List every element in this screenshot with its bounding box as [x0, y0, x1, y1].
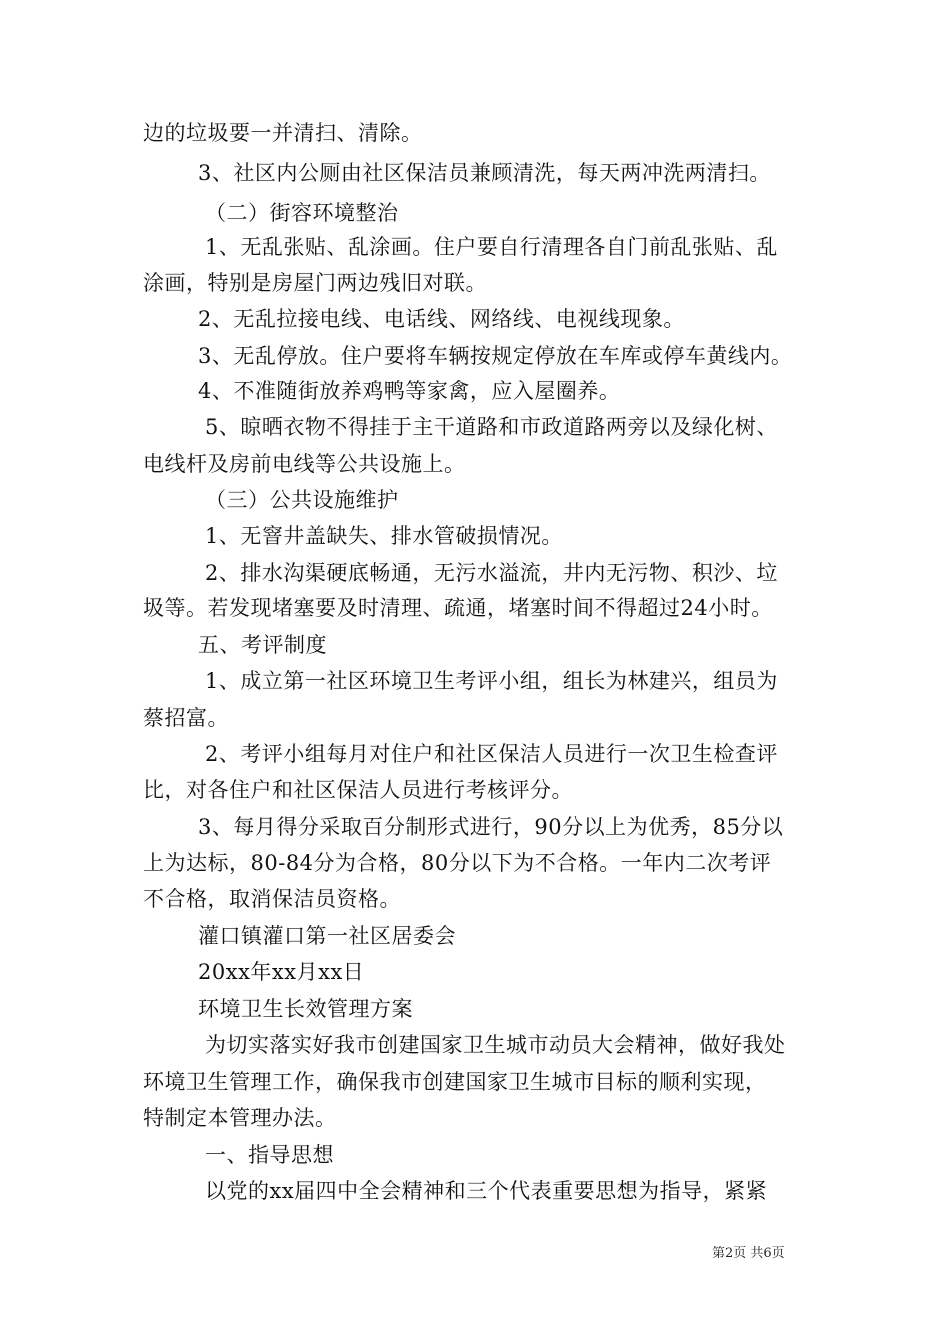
text-line: 4、不准随街放养鸡鸭等家禽，应入屋圈养。: [198, 379, 621, 403]
document-title: 环境卫生长效管理方案: [198, 997, 413, 1021]
text-line: 1、成立第一社区环境卫生考评小组，组长为林建兴，组员为: [205, 669, 778, 693]
signature-date: 20xx年xx月xx日: [198, 960, 365, 984]
text-line: 上为达标，80-84分为合格，80分以下为不合格。一年内二次考评: [143, 851, 772, 875]
text-line: 涂画，特别是房屋门两边残旧对联。: [143, 271, 487, 295]
text-line: 5、晾晒衣物不得挂于主干道路和市政道路两旁以及绿化树、: [205, 415, 778, 439]
page-number-footer: 第2页 共6页: [712, 1246, 785, 1261]
text-line: 电线杆及房前电线等公共设施上。: [143, 452, 466, 476]
text-line: 不合格，取消保洁员资格。: [143, 887, 401, 911]
text-line: 以党的xx届四中全会精神和三个代表重要思想为指导，紧紧: [205, 1179, 768, 1203]
section-heading: （二）街容环境整治: [205, 201, 399, 225]
text-line: 3、社区内公厕由社区保洁员兼顾清洗，每天两冲洗两清扫。: [198, 161, 771, 185]
text-line: 1、无乱张贴、乱涂画。住户要自行清理各自门前乱张贴、乱: [205, 235, 778, 259]
text-line: 为切实落实好我市创建国家卫生城市动员大会精神，做好我处: [205, 1033, 786, 1057]
text-line: 2、排水沟渠硬底畅通，无污水溢流，井内无污物、积沙、垃: [205, 561, 778, 585]
text-line: 圾等。若发现堵塞要及时清理、疏通，堵塞时间不得超过24小时。: [143, 596, 773, 620]
text-line: 1、无窨井盖缺失、排水管破损情况。: [205, 524, 563, 548]
text-line: 蔡招富。: [143, 706, 229, 730]
text-line: 环境卫生管理工作，确保我市创建国家卫生城市目标的顺利实现，: [143, 1070, 767, 1094]
text-line: 3、无乱停放。住户要将车辆按规定停放在车库或停车黄线内。: [198, 344, 793, 368]
text-line: 特制定本管理办法。: [143, 1106, 337, 1130]
signature-org: 灌口镇灌口第一社区居委会: [198, 924, 456, 948]
section-heading: 一、指导思想: [205, 1143, 334, 1167]
text-line: 2、考评小组每月对住户和社区保洁人员进行一次卫生检查评: [205, 742, 778, 766]
text-line: 3、每月得分采取百分制形式进行，90分以上为优秀，85分以: [198, 815, 784, 839]
text-line: 2、无乱拉接电线、电话线、网络线、电视线现象。: [198, 307, 685, 331]
text-line: 边的垃圾要一并清扫、清除。: [143, 121, 423, 145]
text-line: 比，对各住户和社区保洁人员进行考核评分。: [143, 778, 573, 802]
section-heading: 五、考评制度: [198, 633, 327, 657]
section-heading: （三）公共设施维护: [205, 488, 399, 512]
